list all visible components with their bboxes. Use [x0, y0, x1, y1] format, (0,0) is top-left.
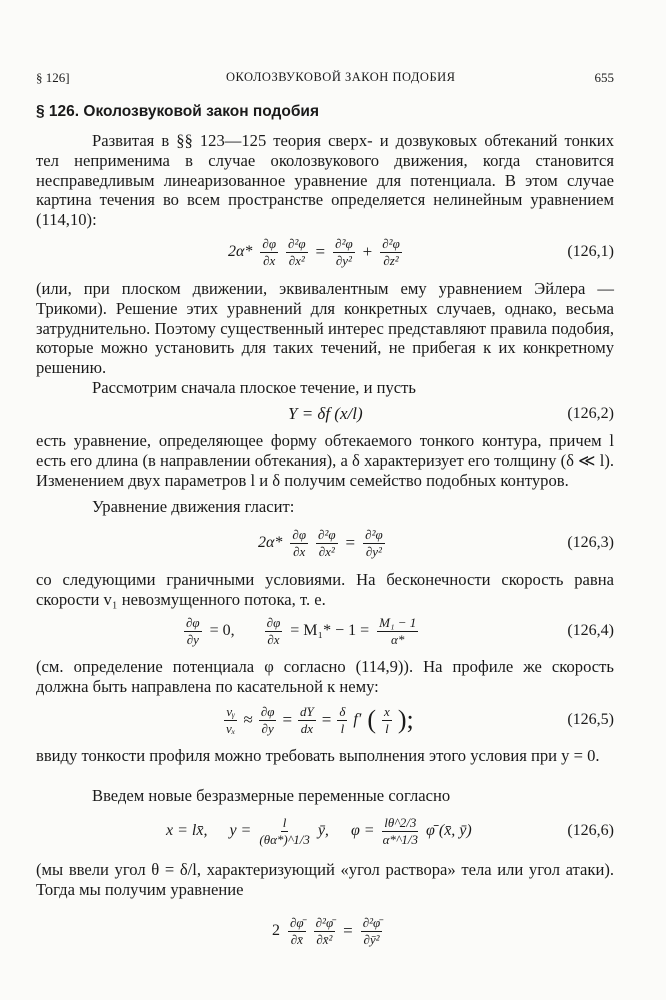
fraction-denominator: ∂y	[186, 631, 199, 647]
fraction-numerator: ∂φ	[292, 526, 307, 542]
fraction-denominator: l	[340, 720, 345, 736]
plus-sign: +	[362, 242, 373, 261]
paragraph-similarity-rules: (или, при плоском движении, эквивалентным ему уравнением Эйлера — Трикоми). Решение этих уравнений для конкретных случаев, однако, весьма затруднительно. Поэтому существенный интерес представляют правила подобия, которые можно установить для таких течений, не прибегая к их конкретному решению.	[36, 279, 614, 378]
fraction	[259, 705, 277, 736]
paragraph-profile: (см. определение потенциала φ согласно (114,9)). На профиле же скорость должна быть направлена по касательной к нему:	[36, 657, 614, 696]
fraction	[288, 916, 306, 947]
fraction-denominator: α*^1/3	[382, 831, 419, 847]
equation-body	[228, 232, 402, 272]
fraction-numerator: ∂²φ	[335, 235, 353, 251]
fraction-numerator: x	[384, 703, 390, 719]
fraction	[298, 705, 316, 736]
equals-sign: =	[321, 710, 332, 729]
fraction	[377, 616, 418, 647]
eq-middle: = M₁* − 1 =	[290, 622, 370, 639]
paragraph-plane-flow: Рассмотрим сначала плоское течение, и пусть	[92, 378, 416, 397]
fraction-numerator: ∂φ	[262, 235, 277, 251]
fraction-denominator: ∂y²	[335, 252, 352, 268]
eq-y-lhs: y =	[229, 822, 252, 839]
eq-zero: = 0,	[209, 622, 235, 639]
fraction	[333, 237, 355, 268]
left-paren: (	[367, 705, 377, 734]
equation-body	[166, 811, 472, 851]
eq-phi-tail: φ̄ (x̄, ȳ)	[426, 822, 472, 839]
fraction-numerator: ∂²φ	[288, 235, 306, 251]
fraction	[381, 816, 420, 847]
fraction	[316, 528, 338, 559]
running-head-title: ОКОЛОЗВУКОВОЙ ЗАКОН ПОДОБИЯ	[226, 70, 456, 84]
equation-126-3	[36, 523, 614, 563]
fraction	[363, 528, 385, 559]
fraction-denominator: ∂x²	[318, 543, 335, 559]
fraction-denominator: ∂y²	[365, 543, 382, 559]
fraction-denominator: (θα*)^1/3	[259, 831, 310, 847]
fraction-numerator: ∂²φ	[318, 526, 336, 542]
running-head	[36, 70, 614, 88]
fraction-numerator: ∂φ̄	[290, 914, 304, 930]
eq-phi-lhs: φ =	[350, 822, 375, 839]
f-prime: f′	[353, 711, 362, 728]
equation-126-6	[36, 811, 614, 851]
equation-126-1	[36, 232, 614, 272]
equation-number: (126,1)	[567, 243, 614, 260]
fraction-numerator: l	[282, 814, 287, 830]
paragraph-boundary-conditions: со следующими граничными условиями. На бесконечности скорость равна скорости v₁ невозмущенного потока, т. е.	[36, 570, 614, 609]
fraction	[265, 616, 283, 647]
equation-body	[258, 523, 385, 563]
equation-126-2	[36, 394, 614, 434]
equation-number: (126,5)	[567, 711, 614, 728]
fraction-denominator: ∂x̄	[290, 931, 303, 947]
running-head-section: § 126]	[36, 70, 70, 85]
eq-coefficient: 2	[272, 922, 280, 939]
equation-126-5	[36, 700, 614, 740]
fraction-denominator: ∂z²	[383, 252, 399, 268]
section-heading: § 126. Околозвуковой закон подобия	[36, 103, 320, 120]
fraction-numerator: ∂²φ	[382, 235, 400, 251]
equals-sign: =	[315, 242, 326, 261]
fraction-denominator: ∂x̄²	[316, 931, 333, 947]
equation-body	[272, 911, 382, 951]
fraction-numerator: dY	[300, 703, 314, 719]
eq-tail: );	[397, 705, 414, 734]
equals-sign: =	[343, 921, 353, 940]
fraction-denominator: ∂ȳ²	[363, 931, 380, 947]
equation-number: (126,2)	[567, 405, 614, 422]
fraction-numerator: M₁ − 1	[379, 614, 417, 630]
fraction-numerator: vᵧ	[226, 703, 236, 719]
fraction-numerator: ∂²φ	[365, 526, 383, 542]
equation-number: (126,4)	[567, 622, 614, 639]
fraction-denominator: l	[385, 720, 389, 736]
paragraph-equation-of-motion: Уравнение движения гласит:	[92, 497, 295, 516]
eq-coefficient: 2α*	[258, 534, 283, 551]
equals-sign: =	[345, 533, 356, 552]
fraction	[257, 816, 311, 847]
equation-body	[184, 611, 418, 651]
equation-body: Y = δf (x/l)	[288, 404, 363, 423]
fraction-numerator: lθ^2/3	[384, 814, 417, 830]
fraction-denominator: vₓ	[226, 720, 236, 736]
approx-sign: ≈	[243, 710, 253, 729]
fraction	[224, 705, 237, 736]
fraction-numerator: ∂²φ̄	[362, 914, 381, 930]
fraction-denominator: ∂y	[261, 720, 274, 736]
fraction-numerator: ∂φ	[186, 614, 200, 630]
paragraph-new-variables: Введем новые безразмерные переменные согласно	[92, 786, 451, 805]
fraction	[290, 528, 308, 559]
paragraph-intro: Развитая в §§ 123—125 теория сверх- и дозвуковых обтеканий тонких тел неприменима в случае околозвукового движения, когда становится несправедливым линеаризованное уравнение для потенциала. В этом случае картина течения во всем пространстве определяется нелинейным уравнением (114,10):	[36, 131, 614, 230]
paragraph-thin-profile: ввиду тонкости профиля можно требовать выполнения этого условия при y = 0.	[36, 746, 600, 765]
fraction-numerator: ∂²φ̄	[315, 914, 334, 930]
eq-coefficient: 2α*	[228, 243, 253, 260]
fraction-denominator: ∂x²	[288, 252, 305, 268]
equals-sign: =	[282, 710, 293, 729]
equation-body	[224, 700, 414, 740]
fraction-numerator: ∂φ	[266, 614, 281, 630]
fraction	[380, 237, 402, 268]
equation-transformed	[36, 911, 614, 951]
equation-number: (126,6)	[567, 822, 614, 839]
fraction	[260, 237, 278, 268]
fraction-denominator: ∂x	[263, 252, 276, 268]
paragraph-contour: есть уравнение, определяющее форму обтекаемого тонкого контура, причем l есть его длина (в направлении обтекания), а δ характеризует его толщину (δ ≪ l). Изменением двух параметров l и δ получим семейство подобных контуров.	[36, 431, 614, 490]
paragraph-angle: (мы ввели угол θ = δ/l, характеризующий «угол раствора» тела или угол атаки). Тогда мы получим уравнение	[36, 860, 614, 899]
fraction-numerator: ∂φ	[260, 703, 275, 719]
equation-126-4	[36, 611, 614, 651]
fraction	[314, 916, 336, 947]
eq-y-tail: ȳ,	[317, 822, 329, 839]
fraction-denominator: ∂x	[293, 543, 306, 559]
fraction-numerator: δ	[339, 703, 346, 719]
equation-number: (126,3)	[567, 534, 614, 551]
fraction-denominator: α*	[391, 631, 405, 647]
fraction-denominator: ∂x	[267, 631, 280, 647]
eq-x-part: x = lx̄,	[166, 822, 208, 839]
fraction	[286, 237, 308, 268]
fraction-denominator: dx	[300, 720, 314, 736]
fraction	[382, 705, 392, 736]
fraction	[361, 916, 383, 947]
page-number: 655	[594, 70, 614, 85]
fraction	[184, 616, 202, 647]
fraction	[337, 705, 347, 736]
